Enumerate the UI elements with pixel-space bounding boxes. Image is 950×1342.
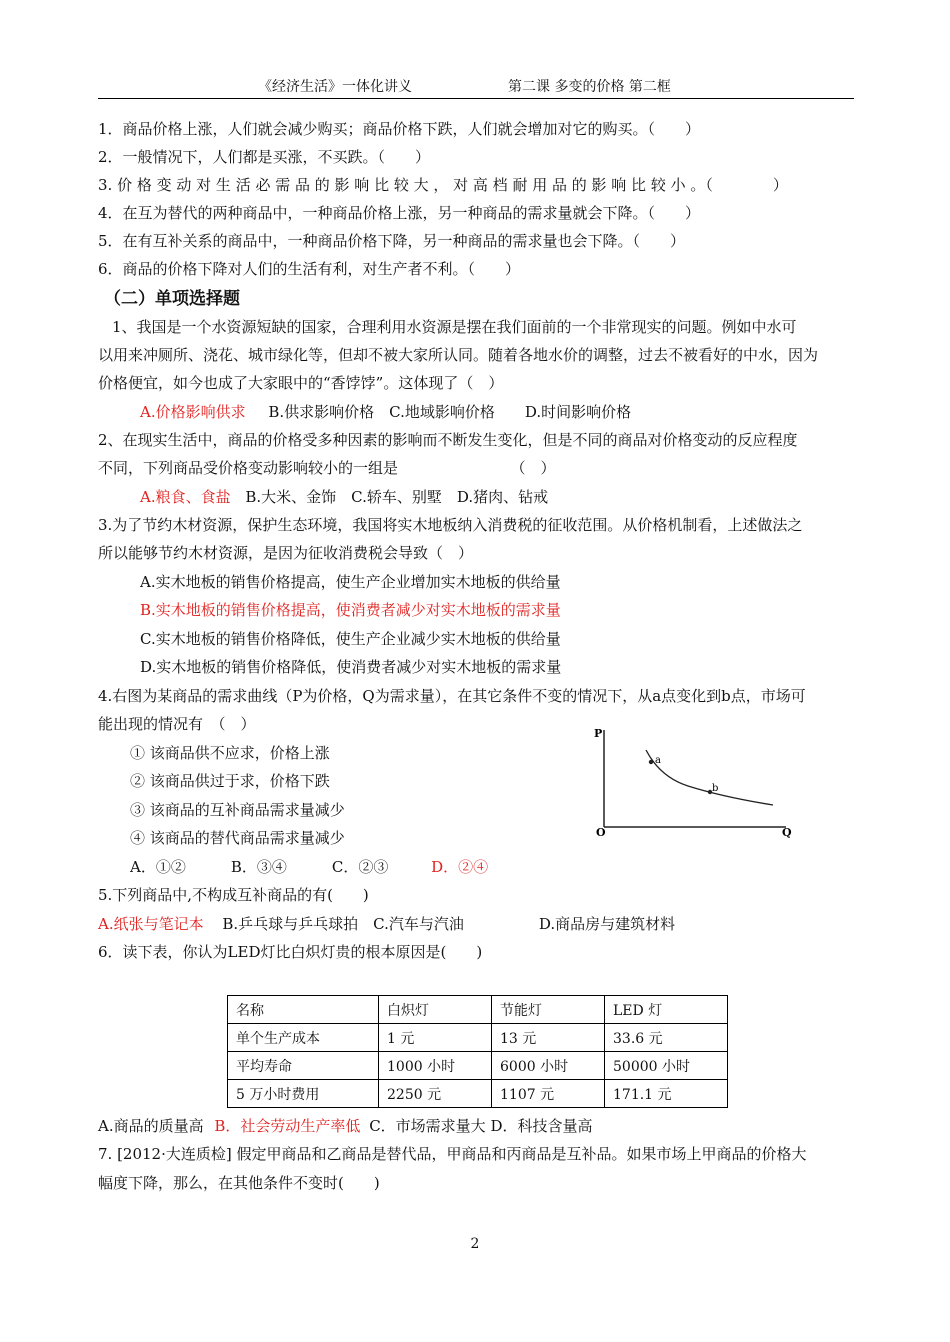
q1-other-options: B.供求影响价格 C.地域影响价格 D.时间影响价格 <box>268 403 632 421</box>
table-cell: 白炽灯 <box>379 996 492 1024</box>
table-cell: 节能灯 <box>492 996 605 1024</box>
header-right: 第二课 多变的价格 第二框 <box>508 79 671 95</box>
label-p: P <box>594 727 603 740</box>
table-cell: 171.1 元 <box>605 1080 728 1108</box>
table-cell: 平均寿命 <box>228 1052 379 1080</box>
table-row <box>228 1080 728 1108</box>
table-cell: 2250 元 <box>379 1080 492 1108</box>
q4-item-1: ① 该商品供不应求，价格上涨 <box>130 744 330 762</box>
table-cell: 1107 元 <box>492 1080 605 1108</box>
q7-line1: 7. [2012·大连质检] 假定甲商品和乙商品是替代品，甲商品和丙商品是互补品。如果市场上甲商品的价格大 <box>98 1145 807 1163</box>
q4-answer-d: D．②④ <box>431 858 489 876</box>
judgment-1: 1．商品价格上涨，人们就会减少购买；商品价格下跌，人们就会增加对它的购买。（ ） <box>98 120 701 138</box>
q4-options <box>130 856 488 878</box>
q1-line1: 1、我国是一个水资源短缺的国家，合理利用水资源是摆在我们面前的一个非常现实的问题。例如中水可 <box>112 318 797 336</box>
label-q: Q <box>782 826 792 839</box>
q6-options <box>98 1115 592 1137</box>
q3-line1: 3.为了节约木材资源，保护生态环境，我国将实木地板纳入消费税的征收范围。从价格机制看，上述做法之 <box>98 516 803 534</box>
q1-line2: 以用来冲厕所、浇花、城市绿化等，但却不被大家所认同。随着各地水价的调整，过去不被看好的中水，因为 <box>98 346 819 364</box>
table-cell: 5 万小时费用 <box>228 1080 379 1108</box>
table-header-row <box>228 996 728 1024</box>
q4-item-2: ② 该商品供过于求，价格下跌 <box>130 772 330 790</box>
q1-answer-a: A.价格影响供求 <box>140 403 246 421</box>
q2-line1: 2、在现实生活中，商品的价格受多种因素的影响而不断发生变化，但是不同的商品对价格变动的反应程度 <box>98 431 798 449</box>
q6-answer-b: B．社会劳动生产率低 <box>214 1117 361 1135</box>
table-cell: 33.6 元 <box>605 1024 728 1052</box>
demand-curve <box>646 750 773 805</box>
judgment-2: 2．一般情况下，人们都是买涨，不买跌。（ ） <box>98 148 431 166</box>
q4-line2: 能出现的情况有 （ ） <box>98 715 256 733</box>
q3-option-d: D.实木地板的销售价格降低，使消费者减少对实木地板的需求量 <box>140 658 562 676</box>
q6-line1: 6．读下表，你认为LED灯比白炽灯贵的根本原因是( ) <box>98 943 483 961</box>
q5-answer-a: A.纸张与笔记本 <box>98 915 204 933</box>
point-a <box>649 760 653 764</box>
judgment-6: 6．商品的价格下降对人们的生活有利，对生产者不利。（ ） <box>98 260 521 278</box>
q3-line2: 所以能够节约木材资源，是因为征收消费税会导致（ ） <box>98 544 474 562</box>
q5-options <box>98 913 675 935</box>
q1-options <box>140 401 631 423</box>
q2-options <box>140 486 548 508</box>
label-a: a <box>655 755 661 766</box>
q4-item-3: ③ 该商品的互补商品需求量减少 <box>130 801 345 819</box>
q6-option-a: A.商品的质量高 <box>98 1117 204 1135</box>
table-cell: 50000 小时 <box>605 1052 728 1080</box>
q2-line2: 不同，下列商品受价格变动影响较小的一组是 （ ） <box>98 459 556 477</box>
judgment-5: 5．在有互补关系的商品中，一种商品价格下降，另一种商品的需求量也会下降。（ ） <box>98 232 686 250</box>
table-row <box>228 1052 728 1080</box>
q2-other-options: B.大米、金饰 C.轿车、别墅 D.猪肉、钻戒 <box>245 488 549 506</box>
table-cell: LED 灯 <box>605 996 728 1024</box>
table-cell: 13 元 <box>492 1024 605 1052</box>
q4-item-4: ④ 该商品的替代商品需求量减少 <box>130 829 345 847</box>
q5-other-options: B.乒乓球与乒乓球拍 C.汽车与汽油 D.商品房与建筑材料 <box>222 915 676 933</box>
table-row <box>228 1024 728 1052</box>
q3-answer-b: B.实木地板的销售价格提高，使消费者减少对实木地板的需求量 <box>140 601 561 619</box>
table-cell: 名称 <box>228 996 379 1024</box>
table-cell: 1000 小时 <box>379 1052 492 1080</box>
q2-answer-a: A.粮食、食盐 <box>140 488 231 506</box>
label-o: O <box>596 826 606 839</box>
demand-curve-chart <box>588 722 803 840</box>
label-b: b <box>712 783 719 794</box>
section-title: （二）单项选择题 <box>104 289 240 309</box>
q1-line3: 价格便宜，如今也成了大家眼中的“香饽饽”。这体现了（ ） <box>98 374 504 392</box>
judgment-4: 4．在互为替代的两种商品中，一种商品价格上涨，另一种商品的需求量就会下降。（ ） <box>98 204 701 222</box>
table-cell: 6000 小时 <box>492 1052 605 1080</box>
q3-option-a: A.实木地板的销售价格提高，使生产企业增加实木地板的供给量 <box>140 573 561 591</box>
table-cell: 1 元 <box>379 1024 492 1052</box>
q4-line1: 4.右图为某商品的需求曲线（P为价格，Q为需求量），在其它条件不变的情况下，从a点变化到b点，市场可 <box>98 687 806 705</box>
led-cost-table <box>227 995 728 1108</box>
table-cell: 单个生产成本 <box>228 1024 379 1052</box>
page-number: 2 <box>470 1236 480 1252</box>
q5-line1: 5.下列商品中,不构成互补商品的有( ) <box>98 886 369 904</box>
header-left: 《经济生活》一体化讲义 <box>258 79 412 95</box>
q4-options-abc: A．①② B．③④ C．②③ <box>130 858 389 876</box>
page-header <box>98 76 854 99</box>
q7-line2: 幅度下降，那么，在其他条件不变时( ) <box>98 1174 380 1192</box>
q3-option-c: C.实木地板的销售价格降低，使生产企业减少实木地板的供给量 <box>140 630 561 648</box>
judgment-3: 3. 价 格 变 动 对 生 活 必 需 品 的 影 响 比 较 大 ， 对 高 档 耐 用 品 的 影 响 比 较 小 。（ ） <box>98 176 788 194</box>
q6-other-options: C．市场需求量大 D．科技含量高 <box>369 1117 593 1135</box>
